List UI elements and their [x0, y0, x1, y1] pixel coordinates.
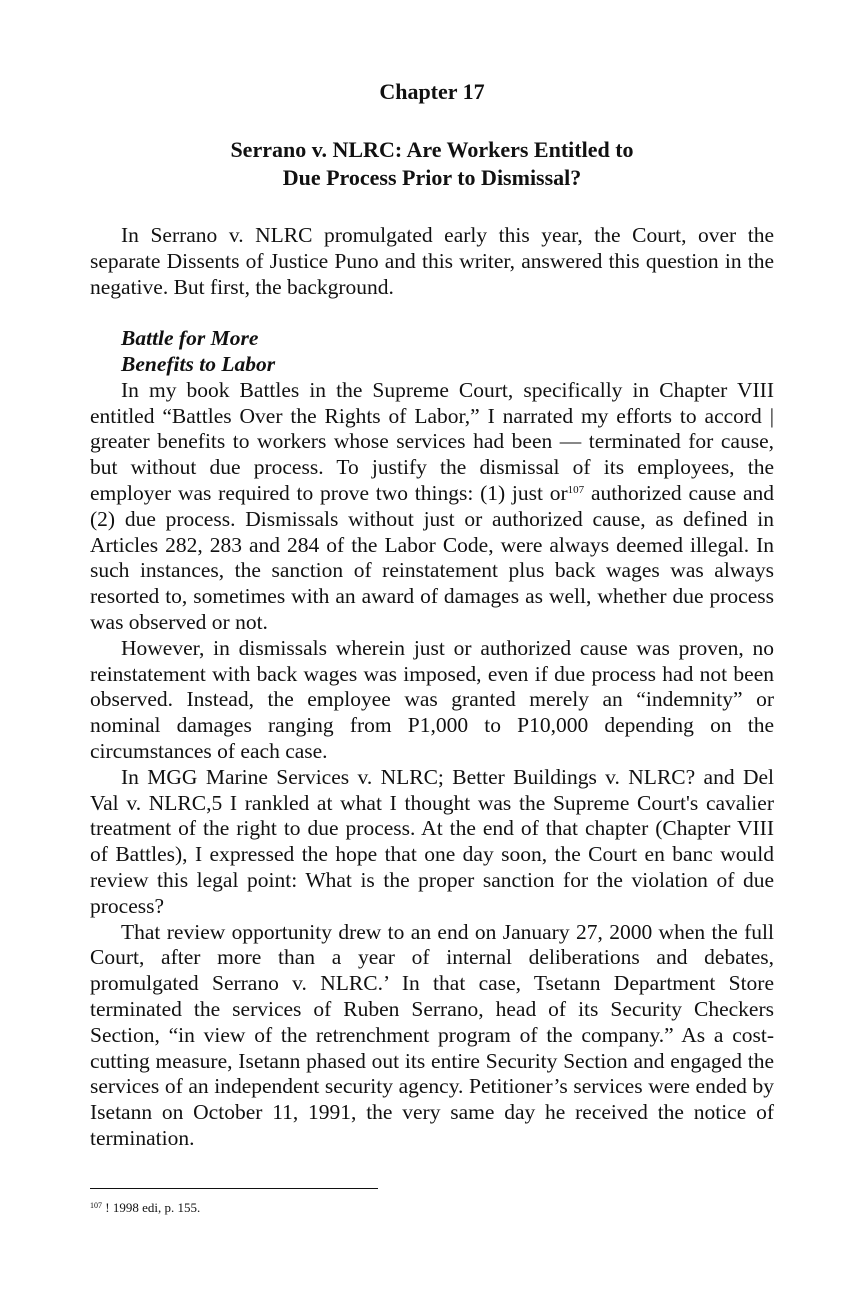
intro-paragraph: In Serrano v. NLRC promulgated early this year, the Court, over the separate Dissents of Justice Puno and this writer, answered this question in the negative. But first, the background. — [90, 223, 774, 299]
chapter-title — [90, 136, 774, 192]
paragraph-battles-book — [90, 378, 774, 636]
paragraph-serrano-review: That review opportunity drew to an end on January 27, 2000 when the full Court, after more than a year of internal deliberations and debates, promulgated Serrano v. NLRC.’ In that case, Tsetann Department Store terminated the services of Ruben Serrano, head of its Security Checkers Section, “in view of the retrenchment program of the company.” As a cost-cutting measure, Isetann phased out its entire Security Section and engaged the services of an independent security agency. Petitioner’s services were ended by Isetann on October 11, 1991, the very same day he received the notice of termination. — [90, 919, 774, 1150]
footnote-divider — [90, 1188, 378, 1189]
paragraph-mgg-marine: In MGG Marine Services v. NLRC; Better Buildings v. NLRC? and Del Val v. NLRC,5 I rankled at what I thought was the Supreme Court's cavalier treatment of the right to due process. At the end of that chapter (Chapter VIII of Battles), I expressed the hope that one day soon, the Court en banc would review this legal point: What is the proper sanction for the violation of due process? — [90, 764, 774, 918]
paragraph-indemnity: However, in dismissals wherein just or authorized cause was proven, no reinstatement with back wages was imposed, even if due process had not been observed. Instead, the employee was granted merely an “indemnity” or nominal damages ranging from P1,000 to P10,000 depending on the circumstances of each case. — [90, 635, 774, 763]
footnote — [90, 1200, 200, 1216]
chapter-title-line-2: Due Process Prior to Dismissal? — [282, 165, 582, 190]
section-subheading-line-2: Benefits to Labor — [121, 351, 276, 376]
footnote-reference: 107 — [567, 483, 585, 496]
footnote-number: 107 — [90, 1201, 102, 1210]
paragraph-battles-book-text-a: In my book Battles in the Supreme Court, specifically in Chapter VIII entitled “Battles Over the Rights of Labor,” I narrated my efforts to accord | greater benefits to workers whose services had been — terminated for cause, but without due process. To justify the dismissal of its employees, the employer was required to prove two things: (1) just or — [90, 377, 774, 505]
body-text — [90, 223, 774, 1152]
section-subheading-line-1: Battle for More — [121, 326, 259, 351]
paragraph-battles-book-text-b: authorized cause and (2) due process. Dismissals without just or authorized cause, as defined in Articles 282, 283 and 284 of the Labor Code, were always deemed illegal. In such instances, the sanction of reinstatement plus back wages was always resorted to, sometimes with an award of damages as well, whether due process was observed or not. — [90, 480, 774, 634]
footnote-text: ! 1998 edi, p. 155. — [102, 1200, 201, 1215]
chapter-title-line-1: Serrano v. NLRC: Are Workers Entitled to — [230, 137, 634, 162]
section-subheading — [90, 326, 774, 378]
chapter-heading: Chapter 17 — [379, 79, 485, 104]
